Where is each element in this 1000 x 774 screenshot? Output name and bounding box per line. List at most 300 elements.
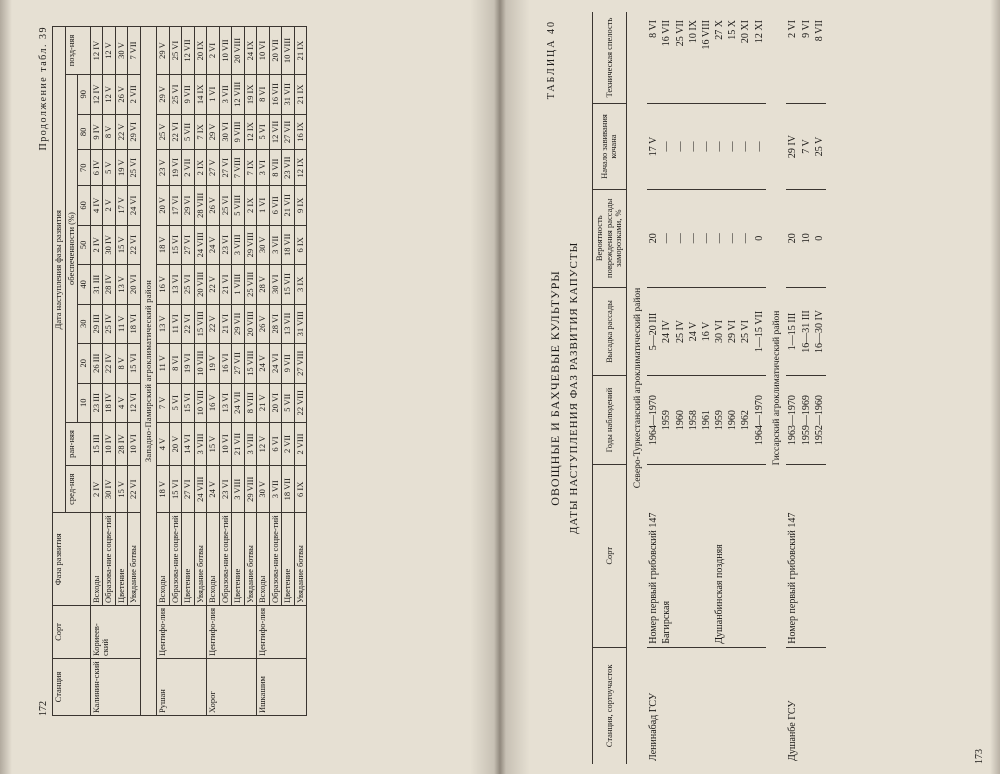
left-page-header: Продолжение табл. 39 — [38, 26, 49, 151]
date-cell: 24 V — [257, 344, 270, 383]
region-title: Северо-Туркестанский агроклиматический район — [632, 287, 643, 489]
date-cell: 9 IV — [90, 114, 103, 150]
date-cell: 12 IV — [90, 75, 103, 114]
date-cell: 29 V — [207, 114, 220, 150]
section-title: ОВОЩНЫЕ И БАХЧЕВЫЕ КУЛЬТУРЫ — [548, 270, 562, 506]
date-cell: 4 IV — [90, 186, 103, 225]
date-cell: 28 IV — [103, 265, 116, 304]
ripeness-cell: 10 IX — [687, 12, 700, 104]
date-cell: 8 VIII — [244, 383, 257, 422]
date-cell: 20 V — [169, 423, 182, 466]
date-cell: 15 VIII — [244, 344, 257, 383]
date-cell: 27 VII — [282, 114, 295, 150]
station-cell — [660, 647, 673, 764]
date-cell: 28 IV — [115, 423, 128, 466]
date-cell: 8 VI — [169, 344, 182, 383]
station-cell: Ленинабад ГСУ — [648, 692, 660, 761]
date-cell: 24 VIII — [194, 466, 207, 514]
variety-cell: Багирская — [660, 464, 673, 647]
date-cell: 10 VI — [219, 423, 232, 466]
planting-cell: 5—20 III — [647, 287, 660, 376]
date-cell: 29 VI — [128, 114, 141, 150]
date-cell: 9 VIII — [232, 114, 245, 150]
date-cell: 16 IX — [294, 114, 307, 150]
date-cell: 23 III — [90, 383, 103, 422]
date-cell: 23 VII — [282, 150, 295, 186]
date-cell: 28 V — [257, 265, 270, 304]
station-cell: Хорог — [207, 659, 257, 716]
col-station: Станция, сортоучасток — [593, 647, 627, 764]
date-cell: 30 V — [257, 466, 270, 514]
date-cell: 20 IX — [194, 27, 207, 75]
date-cell: 30 IV — [103, 225, 116, 264]
col-variety: Сорт — [53, 606, 91, 659]
date-cell: 5 V — [103, 150, 116, 186]
date-cell: 12 VI — [128, 383, 141, 422]
date-cell: 8 VI — [257, 75, 270, 114]
col-dates-title: Дата наступления фазы развития — [53, 27, 66, 514]
heading-cell: — — [726, 104, 739, 190]
table-label: ТАБЛИЦА 40 — [546, 20, 557, 100]
ripeness-cell: 9 VI — [800, 12, 813, 104]
date-cell: 2 VII — [182, 150, 195, 186]
planting-cell: 25 IV — [674, 287, 687, 376]
col-phase: Фаза развития — [53, 513, 91, 606]
table-row — [800, 12, 813, 764]
planting-cell: 29 VI — [726, 287, 739, 376]
date-cell: 9 VII — [182, 75, 195, 114]
date-cell: 24 V — [207, 225, 220, 264]
probability-cell: 0 — [753, 189, 766, 287]
date-cell: 27 VIII — [294, 344, 307, 383]
date-cell: 26 V — [115, 75, 128, 114]
date-cell: 13 V — [115, 265, 128, 304]
date-cell: 22 V — [207, 304, 220, 343]
heading-cell: 7 V — [800, 104, 813, 190]
date-cell: 11 V — [115, 304, 128, 343]
date-cell: 30 IV — [103, 466, 116, 514]
heading-cell: — — [687, 104, 700, 190]
col-prob-title: обеспеченности (%) — [65, 75, 78, 423]
date-cell: 16 VII — [269, 75, 282, 114]
ripeness-cell: 8 VII — [813, 12, 826, 104]
years-cell: 1962 — [739, 376, 752, 464]
probability-cell: — — [687, 189, 700, 287]
date-cell: 13 VII — [282, 304, 295, 343]
date-cell: 16 V — [207, 383, 220, 422]
station-cell — [726, 647, 739, 764]
years-cell: 1960 — [726, 376, 739, 464]
heading-cell: 17 V — [647, 104, 660, 190]
date-cell: 2 IX — [194, 150, 207, 186]
date-cell: 22 IV — [103, 344, 116, 383]
variety-cell: Номер первый грибовский 147 — [647, 464, 660, 647]
date-cell: 12 V — [257, 423, 270, 466]
region-row — [766, 12, 787, 764]
date-cell: 26 V — [257, 304, 270, 343]
table-row — [687, 12, 700, 764]
table-body — [626, 12, 826, 764]
date-cell: 18 VII — [282, 225, 295, 264]
date-cell: 25 V — [157, 114, 170, 150]
phase-cell: Увядание ботвы — [244, 513, 257, 606]
years-cell: 1959 — [713, 376, 726, 464]
years-cell: 1958 — [687, 376, 700, 464]
date-cell: 24 IX — [244, 27, 257, 75]
date-cell: 6 IX — [294, 466, 307, 514]
date-cell: 11 VI — [169, 304, 182, 343]
probability-cell: — — [726, 189, 739, 287]
table-row — [813, 12, 826, 764]
phase-cell: Увядание ботвы — [194, 513, 207, 606]
date-cell: 20 VIII — [194, 265, 207, 304]
date-cell: 24 VI — [128, 186, 141, 225]
phase-cell: Всходы — [90, 513, 103, 606]
phase-cell: Увядание ботвы — [294, 513, 307, 606]
book-gutter — [470, 0, 530, 774]
date-cell: 22 V — [115, 114, 128, 150]
date-cell: 19 V — [115, 150, 128, 186]
date-cell: 15 VI — [169, 225, 182, 264]
probability-cell: 20 — [647, 189, 660, 287]
date-cell: 9 IX — [294, 186, 307, 225]
col-p40: 40 — [78, 265, 91, 304]
date-cell: 21 IX — [294, 27, 307, 75]
date-cell: 21 VII — [282, 186, 295, 225]
heading-cell: — — [660, 104, 673, 190]
date-cell: 25 VI — [182, 265, 195, 304]
station-cell: Рушан — [157, 659, 207, 716]
col-p90: 90 — [78, 75, 91, 114]
probability-cell: — — [739, 189, 752, 287]
date-cell: 8 V — [115, 344, 128, 383]
station-cell — [813, 647, 826, 764]
page-edge-left — [0, 0, 12, 774]
years-cell: 1961 — [700, 376, 713, 464]
table-row — [660, 12, 673, 764]
date-cell: 13 VI — [169, 265, 182, 304]
ripeness-cell: 16 VII — [660, 12, 673, 104]
date-cell: 3 VI — [257, 150, 270, 186]
date-cell: 14 VI — [182, 423, 195, 466]
date-cell: 25 VIII — [244, 265, 257, 304]
date-cell: 2 IV — [90, 225, 103, 264]
date-cell: 25 VI — [219, 186, 232, 225]
station-cell — [753, 647, 766, 764]
date-cell: 18 V — [157, 225, 170, 264]
date-cell: 17 V — [115, 186, 128, 225]
planting-cell: 24 V — [687, 287, 700, 376]
date-cell: 25 IV — [103, 304, 116, 343]
date-cell: 19 V — [207, 344, 220, 383]
date-cell: 18 IV — [103, 383, 116, 422]
date-cell: 29 III — [90, 304, 103, 343]
date-cell: 22 VI — [128, 466, 141, 514]
right-page — [540, 12, 988, 764]
cabbage-phases-table-40 — [592, 12, 826, 764]
date-cell: 31 III — [90, 265, 103, 304]
phase-cell: Цветение — [282, 513, 295, 606]
date-cell: 20 VII — [269, 27, 282, 75]
date-cell: 27 V — [207, 150, 220, 186]
date-cell: 5 VII — [282, 383, 295, 422]
date-cell: 28 VIII — [194, 186, 207, 225]
date-cell: 15 VI — [182, 383, 195, 422]
date-cell: 2 VI — [207, 27, 220, 75]
date-cell: 20 VIII — [232, 27, 245, 75]
date-cell: 18 VI — [128, 304, 141, 343]
variety-cell: Номер первый грибовский 147 — [786, 464, 799, 647]
table-row — [647, 12, 660, 764]
date-cell: 7 V — [157, 383, 170, 422]
date-cell: 23 VI — [219, 466, 232, 514]
date-cell: 27 VI — [182, 466, 195, 514]
variety-cell — [813, 464, 826, 647]
date-cell: 22 V — [207, 265, 220, 304]
date-cell: 10 IV — [103, 423, 116, 466]
date-cell: 23 VI — [219, 225, 232, 264]
variety-cell: Кориеев-ский — [90, 606, 140, 659]
col-p70: 70 — [78, 150, 91, 186]
left-page-number: 172 — [38, 701, 49, 716]
date-cell: 3 VII — [269, 225, 282, 264]
table-row — [700, 12, 713, 764]
date-cell: 5 VI — [257, 114, 270, 150]
date-cell: 31 VII — [282, 75, 295, 114]
date-cell: 29 V — [157, 75, 170, 114]
date-cell: 26 V — [207, 186, 220, 225]
probability-cell: — — [713, 189, 726, 287]
date-cell: 16 V — [157, 265, 170, 304]
probability-cell: 10 — [800, 189, 813, 287]
phase-cell: Цветение — [182, 513, 195, 606]
date-cell: 8 V — [103, 114, 116, 150]
date-cell: 15 VII — [282, 265, 295, 304]
heading-cell: 25 V — [813, 104, 826, 190]
date-cell: 5 VI — [169, 383, 182, 422]
date-cell: 12 IV — [90, 27, 103, 75]
date-cell: 13 V — [157, 304, 170, 343]
table-row — [753, 12, 766, 764]
variety-cell — [753, 464, 766, 647]
date-cell: 22 VI — [169, 114, 182, 150]
date-cell: 20 VI — [269, 383, 282, 422]
station-cell — [713, 647, 726, 764]
col-late: позд-няя — [65, 27, 90, 75]
date-cell: 21 VII — [232, 423, 245, 466]
variety-cell: Центифо-лия — [207, 606, 257, 659]
phase-cell: Образова-ние соцве-тий — [219, 513, 232, 606]
date-cell: 21 IX — [294, 75, 307, 114]
date-cell: 31 VIII — [294, 304, 307, 343]
date-cell: 20 VI — [128, 265, 141, 304]
date-cell: 29 VII — [232, 304, 245, 343]
date-cell: 15 VI — [169, 466, 182, 514]
variety-cell — [739, 464, 752, 647]
date-cell: 29 VI — [182, 186, 195, 225]
station-cell: Душанбе ГСУ — [787, 700, 799, 761]
date-cell: 29 VIII — [244, 225, 257, 264]
years-cell: 1959 — [660, 376, 673, 464]
col-probability: Вероятность повреждения рассады заморозками, % — [593, 189, 627, 287]
phase-cell: Цветение — [115, 513, 128, 606]
region-title: Гиссарский агроклиматический район — [771, 310, 782, 466]
table-row — [726, 12, 739, 764]
date-cell: 24 V — [207, 466, 220, 514]
date-cell: 1 VI — [207, 75, 220, 114]
date-cell: 1 VIII — [232, 265, 245, 304]
date-cell: 10 VIII — [194, 344, 207, 383]
date-cell: 3 VII — [219, 75, 232, 114]
date-cell: 30 VI — [269, 265, 282, 304]
date-cell: 4 V — [115, 383, 128, 422]
date-cell: 21 V — [257, 383, 270, 422]
date-cell: 2 IX — [244, 186, 257, 225]
date-cell: 2 V — [103, 186, 116, 225]
date-cell: 3 VIII — [244, 423, 257, 466]
years-cell: 1959—1969 — [800, 376, 813, 464]
date-cell: 18 V — [157, 466, 170, 514]
heading-cell: — — [674, 104, 687, 190]
date-cell: 8 VII — [269, 150, 282, 186]
date-cell: 10 VI — [128, 423, 141, 466]
date-cell: 11 V — [157, 344, 170, 383]
phase-cell: Всходы — [207, 513, 220, 606]
date-cell: 9 VII — [282, 344, 295, 383]
years-cell: 1964—1970 — [647, 376, 660, 464]
heading-cell: — — [739, 104, 752, 190]
date-cell: 22 VIII — [294, 383, 307, 422]
phenology-table-39 — [52, 26, 307, 716]
col-heading: Начало завивания кочана — [593, 104, 627, 190]
table-header-row — [53, 27, 66, 716]
region-row — [626, 12, 647, 764]
date-cell: 10 VII — [219, 27, 232, 75]
years-cell: 1952—1960 — [813, 376, 826, 464]
variety-cell — [800, 464, 813, 647]
date-cell: 6 VI — [269, 423, 282, 466]
phase-cell: Увядание ботвы — [128, 513, 141, 606]
left-page — [40, 26, 470, 716]
date-cell: 24 VI — [269, 344, 282, 383]
probability-cell: — — [700, 189, 713, 287]
col-station: Станция — [53, 659, 91, 716]
date-cell: 22 VI — [182, 304, 195, 343]
variety-cell: Центифо-лия — [257, 606, 307, 659]
planting-cell: 25 VI — [739, 287, 752, 376]
date-cell: 19 IX — [244, 75, 257, 114]
ripeness-cell: 25 VII — [674, 12, 687, 104]
probability-cell: 20 — [786, 189, 799, 287]
phase-cell: Всходы — [157, 513, 170, 606]
date-cell: 1 VI — [257, 186, 270, 225]
date-cell: 12 VII — [182, 27, 195, 75]
years-cell: 1960 — [674, 376, 687, 464]
planting-cell: 30 VI — [713, 287, 726, 376]
station-cell: Ишкашим — [257, 659, 307, 716]
date-cell: 20 VIII — [244, 304, 257, 343]
table-title: ДАТЫ НАСТУПЛЕНИЯ ФАЗ РАЗВИТИЯ КАПУСТЫ — [568, 241, 580, 535]
phase-cell: Образова-ние соцве-тий — [269, 513, 282, 606]
date-cell: 19 VI — [169, 150, 182, 186]
years-cell: 1964—1970 — [753, 376, 766, 464]
variety-cell — [687, 464, 700, 647]
date-cell: 27 VII — [232, 344, 245, 383]
date-cell: 2 VII — [128, 75, 141, 114]
heading-cell: — — [753, 104, 766, 190]
date-cell: 6 IX — [294, 225, 307, 264]
col-p50: 50 — [78, 225, 91, 264]
variety-cell: Центифо-лия — [157, 606, 207, 659]
table-row — [257, 27, 270, 716]
date-cell: 15 VI — [128, 344, 141, 383]
date-cell: 12 VII — [269, 114, 282, 150]
station-cell — [674, 647, 687, 764]
table-row — [739, 12, 752, 764]
date-cell: 17 VI — [169, 186, 182, 225]
table-row — [207, 27, 220, 716]
date-cell: 15 V — [115, 225, 128, 264]
probability-cell: — — [660, 189, 673, 287]
variety-cell — [700, 464, 713, 647]
date-cell: 27 VI — [182, 225, 195, 264]
date-cell: 19 VI — [182, 344, 195, 383]
date-cell: 6 VII — [269, 186, 282, 225]
probability-cell: — — [674, 189, 687, 287]
date-cell: 3 VIII — [232, 466, 245, 514]
col-p10: 10 — [78, 383, 91, 422]
date-cell: 15 V — [207, 423, 220, 466]
region-row — [140, 27, 157, 716]
table-row — [713, 12, 726, 764]
date-cell: 30 V — [257, 225, 270, 264]
date-cell: 12 IX — [244, 114, 257, 150]
col-avg: сред-няя — [65, 466, 90, 514]
phase-cell: Образова-ние соцве-тий — [169, 513, 182, 606]
station-cell — [687, 647, 700, 764]
table-header-row — [593, 12, 627, 764]
date-cell: 30 VI — [219, 114, 232, 150]
date-cell: 25 VI — [169, 27, 182, 75]
date-cell: 15 V — [115, 466, 128, 514]
date-cell: 25 VI — [128, 150, 141, 186]
col-p20: 20 — [78, 344, 91, 383]
date-cell: 12 IX — [294, 150, 307, 186]
date-cell: 27 VI — [219, 150, 232, 186]
date-cell: 7 IX — [244, 150, 257, 186]
date-cell: 14 IX — [194, 75, 207, 114]
date-cell: 10 VI — [257, 27, 270, 75]
station-cell: Калинин-ский — [90, 659, 140, 716]
ripeness-cell: 27 X — [713, 12, 726, 104]
date-cell: 12 V — [103, 27, 116, 75]
date-cell: 7 VIII — [232, 150, 245, 186]
phase-cell: Образова-ние соцве-тий — [103, 513, 116, 606]
date-cell: 15 III — [90, 423, 103, 466]
date-cell: 2 VII — [282, 423, 295, 466]
phase-cell: Всходы — [257, 513, 270, 606]
ripeness-cell: 16 VIII — [700, 12, 713, 104]
ripeness-cell: 8 VI — [647, 12, 660, 104]
date-cell: 10 VIII — [282, 27, 295, 75]
date-cell: 15 VIII — [194, 304, 207, 343]
date-cell: 6 IV — [90, 150, 103, 186]
date-cell: 3 VII — [269, 466, 282, 514]
date-cell: 7 VII — [128, 27, 141, 75]
date-cell: 3 VIII — [232, 225, 245, 264]
col-variety: Сорт — [593, 464, 627, 647]
probability-cell: 0 — [813, 189, 826, 287]
